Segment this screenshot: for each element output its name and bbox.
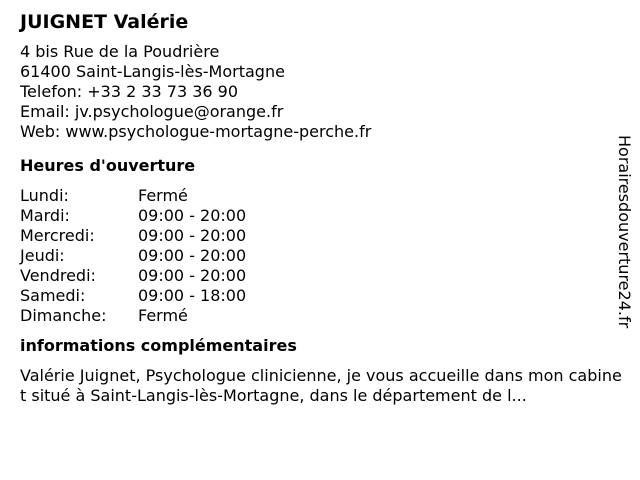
hours-value: 09:00 - 20:00 <box>138 206 247 225</box>
email-address: Email: jv.psychologue@orange.fr <box>20 102 284 121</box>
business-card <box>20 10 620 406</box>
day-label: Samedi: <box>20 286 86 305</box>
day-label: Mardi: <box>20 206 70 225</box>
hours-row-sunday <box>20 306 620 326</box>
hours-table <box>20 186 620 326</box>
phone-number: Telefon: +33 2 33 73 36 90 <box>20 82 239 101</box>
hours-row-tuesday <box>20 206 620 226</box>
day-label: Vendredi: <box>20 266 96 285</box>
address-street: 4 bis Rue de la Poudrière <box>20 42 220 61</box>
hours-row-saturday <box>20 286 620 306</box>
hours-value: Fermé <box>138 186 188 205</box>
info-title: informations complémentaires <box>20 336 297 355</box>
hours-value: 09:00 - 20:00 <box>138 266 247 285</box>
hours-value: 09:00 - 20:00 <box>138 246 247 265</box>
website-link[interactable]: Web: www.psychologue-mortagne-perche.fr <box>20 122 372 141</box>
watermark-text: Horairesdouverture24.fr <box>615 135 634 329</box>
hours-value: 09:00 - 20:00 <box>138 226 247 245</box>
day-label: Lundi: <box>20 186 69 205</box>
info-description: Valérie Juignet, Psychologue clinicienne, je vous accueille dans mon cabinet situé à Saint-Langis-lès-Mortagne, dans le département de l... <box>20 366 622 405</box>
hours-row-thursday <box>20 246 620 266</box>
hours-value: Fermé <box>138 306 188 325</box>
day-label: Mercredi: <box>20 226 95 245</box>
hours-row-friday <box>20 266 620 286</box>
hours-row-wednesday <box>20 226 620 246</box>
day-label: Dimanche: <box>20 306 107 325</box>
day-label: Jeudi: <box>20 246 65 265</box>
hours-title: Heures d'ouverture <box>20 156 196 175</box>
contact-block <box>20 42 620 142</box>
hours-row-monday <box>20 186 620 206</box>
business-name: JUIGNET Valérie <box>20 11 189 33</box>
hours-value: 09:00 - 18:00 <box>138 286 247 305</box>
address-city: 61400 Saint-Langis-lès-Mortagne <box>20 62 285 81</box>
